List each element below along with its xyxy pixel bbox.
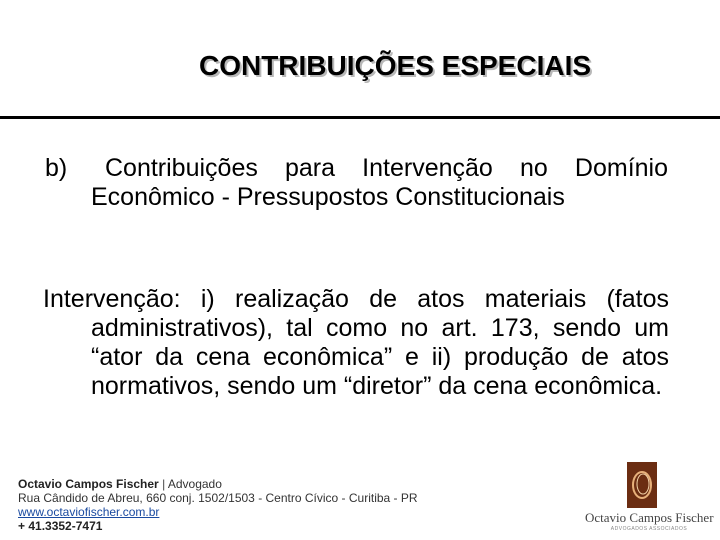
logo-tagline: ADVOGADOS ASSOCIADOS [610, 526, 688, 532]
intervention-paragraph: Intervenção: i) realização de atos materiais (fatos administrativos), tal como no art. 173, sendo um “ator da cena econômica” e ii) produção de atos normativos, sendo um “diretor” da cena econômica. [43, 285, 669, 400]
footer-phone: + 41.3352-7471 [18, 519, 103, 533]
slide-title: CONTRIBUIÇÕES ESPECIAIS [198, 50, 592, 81]
footer-separator: | [162, 477, 166, 491]
firm-logo [585, 462, 713, 534]
item-b [45, 154, 668, 212]
title-divider [0, 116, 720, 119]
logo-emblem-icon [627, 462, 657, 508]
logo-brand-text: Octavio Campos Fischer [585, 510, 714, 525]
item-b-marker: b) [45, 154, 68, 182]
footer-address: Rua Cândido de Abreu, 660 conj. 1502/1503 - Centro Cívico - Curitiba - PR [18, 491, 418, 505]
item-b-text: Contribuições para Intervenção no Domínio Econômico - Pressupostos Constitucionais [91, 154, 668, 211]
footer-role: Advogado [167, 477, 222, 491]
footer-website-link[interactable]: www.octaviofischer.com.br [18, 505, 160, 519]
footer-name-line [18, 477, 468, 491]
footer [18, 477, 468, 533]
footer-name: Octavio Campos Fischer [18, 477, 159, 491]
